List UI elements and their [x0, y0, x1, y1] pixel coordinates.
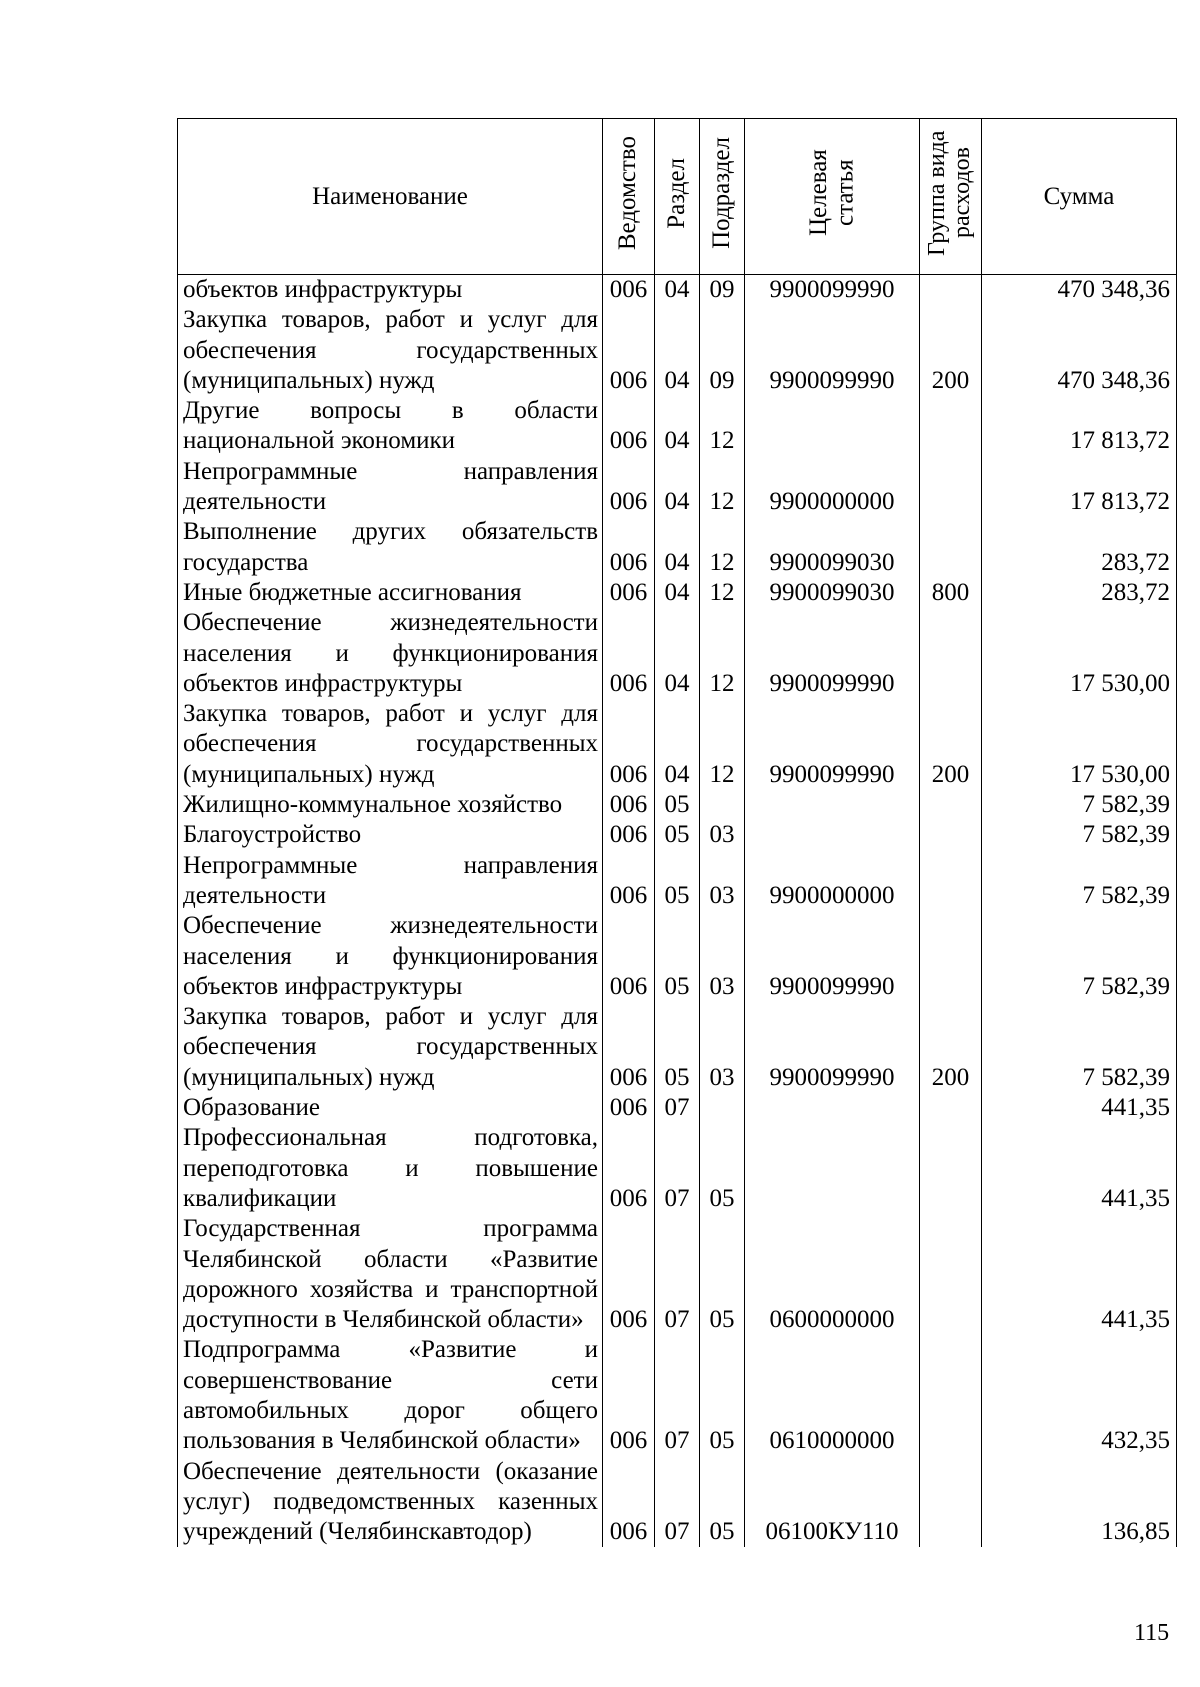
row-summa: 470 348,36: [982, 305, 1177, 396]
table-header: [178, 119, 1177, 275]
row-vedomstvo: 006: [603, 578, 655, 608]
row-razdel: 04: [655, 396, 700, 457]
row-summa: 283,72: [982, 517, 1177, 578]
row-summa: 7 582,39: [982, 851, 1177, 912]
row-summa: 7 582,39: [982, 790, 1177, 820]
row-celevaya: 9900099990: [745, 305, 920, 396]
table-row: [178, 911, 1177, 1002]
table-row: [178, 305, 1177, 396]
row-gruppa: [920, 1123, 982, 1214]
row-name: Подпрограмма «Развитие и совершенствование сети автомобильных дорог общего пользования в Челябинской области»: [178, 1335, 603, 1456]
row-name: Обеспечение деятельности (оказание услуг) подведомственных казенных учреждений (Челябинскавтодор): [178, 1457, 603, 1548]
row-podrazdel: [700, 1093, 745, 1123]
table-row: [178, 275, 1177, 306]
row-summa: 17 530,00: [982, 608, 1177, 699]
row-vedomstvo: 006: [603, 608, 655, 699]
row-celevaya: 9900099990: [745, 275, 920, 306]
row-celevaya: 9900099030: [745, 578, 920, 608]
table-row: [178, 1123, 1177, 1214]
row-razdel: 07: [655, 1093, 700, 1123]
row-summa: 441,35: [982, 1214, 1177, 1335]
table-row: [178, 608, 1177, 699]
row-vedomstvo: 006: [603, 1002, 655, 1093]
table-row: [178, 1457, 1177, 1548]
row-podrazdel: 12: [700, 396, 745, 457]
row-name: Иные бюджетные ассигнования: [178, 578, 603, 608]
row-name: Закупка товаров, работ и услуг для обеспечения государственных (муниципальных) нужд: [178, 699, 603, 790]
row-podrazdel: 03: [700, 820, 745, 850]
row-gruppa: [920, 517, 982, 578]
table-row: [178, 851, 1177, 912]
table-row: [178, 699, 1177, 790]
row-name: Выполнение других обязательств государства: [178, 517, 603, 578]
header-celevaya: Целевая статья: [745, 119, 920, 275]
row-summa: 7 582,39: [982, 820, 1177, 850]
header-summa: Сумма: [982, 119, 1177, 275]
row-name: Непрограммные направления деятельности: [178, 851, 603, 912]
table-row: [178, 820, 1177, 850]
row-podrazdel: 03: [700, 911, 745, 1002]
row-summa: 441,35: [982, 1123, 1177, 1214]
row-name: Обеспечение жизнедеятельности населения и функционирования объектов инфраструктуры: [178, 608, 603, 699]
row-summa: 17 813,72: [982, 396, 1177, 457]
row-gruppa: [920, 1457, 982, 1548]
row-celevaya: 9900000000: [745, 457, 920, 518]
row-summa: 432,35: [982, 1335, 1177, 1456]
row-celevaya: [745, 820, 920, 850]
row-vedomstvo: 006: [603, 305, 655, 396]
table-row: [178, 396, 1177, 457]
row-name: Закупка товаров, работ и услуг для обеспечения государственных (муниципальных) нужд: [178, 305, 603, 396]
header-razdel: Раздел: [655, 119, 700, 275]
row-vedomstvo: 006: [603, 517, 655, 578]
row-podrazdel: 12: [700, 699, 745, 790]
row-celevaya: [745, 1123, 920, 1214]
row-summa: 17 530,00: [982, 699, 1177, 790]
row-gruppa: [920, 608, 982, 699]
row-name: Обеспечение жизнедеятельности населения и функционирования объектов инфраструктуры: [178, 911, 603, 1002]
row-gruppa: 200: [920, 305, 982, 396]
row-name: Государственная программа Челябинской области «Развитие дорожного хозяйства и транспортной доступности в Челябинской области»: [178, 1214, 603, 1335]
row-razdel: 04: [655, 275, 700, 306]
row-name: Жилищно-коммунальное хозяйство: [178, 790, 603, 820]
row-podrazdel: 05: [700, 1457, 745, 1548]
row-vedomstvo: 006: [603, 457, 655, 518]
row-gruppa: [920, 275, 982, 306]
row-razdel: 04: [655, 699, 700, 790]
row-podrazdel: 05: [700, 1335, 745, 1456]
row-podrazdel: 12: [700, 608, 745, 699]
table-row: [178, 790, 1177, 820]
row-gruppa: 200: [920, 1002, 982, 1093]
row-vedomstvo: 006: [603, 275, 655, 306]
row-summa: 283,72: [982, 578, 1177, 608]
table-row: [178, 1093, 1177, 1123]
row-razdel: 07: [655, 1457, 700, 1548]
row-vedomstvo: 006: [603, 911, 655, 1002]
row-podrazdel: 03: [700, 851, 745, 912]
row-name: объектов инфраструктуры: [178, 275, 603, 306]
table-row: [178, 1214, 1177, 1335]
row-gruppa: 200: [920, 699, 982, 790]
row-gruppa: [920, 396, 982, 457]
table-body: [178, 275, 1177, 1548]
row-summa: 441,35: [982, 1093, 1177, 1123]
table-row: [178, 578, 1177, 608]
row-razdel: 05: [655, 790, 700, 820]
header-podrazdel: Подраздел: [700, 119, 745, 275]
row-celevaya: [745, 396, 920, 457]
row-razdel: 05: [655, 911, 700, 1002]
row-podrazdel: 05: [700, 1214, 745, 1335]
row-razdel: 05: [655, 820, 700, 850]
row-razdel: 04: [655, 608, 700, 699]
row-vedomstvo: 006: [603, 1093, 655, 1123]
row-razdel: 04: [655, 305, 700, 396]
row-celevaya: 9900099030: [745, 517, 920, 578]
row-podrazdel: 05: [700, 1123, 745, 1214]
row-celevaya: 9900099990: [745, 699, 920, 790]
row-vedomstvo: 006: [603, 1214, 655, 1335]
row-podrazdel: 12: [700, 517, 745, 578]
row-vedomstvo: 006: [603, 820, 655, 850]
row-gruppa: [920, 790, 982, 820]
row-vedomstvo: 006: [603, 396, 655, 457]
table-row: [178, 517, 1177, 578]
row-name: Профессиональная подготовка, переподготовка и повышение квалификации: [178, 1123, 603, 1214]
row-podrazdel: 03: [700, 1002, 745, 1093]
row-vedomstvo: 006: [603, 699, 655, 790]
budget-table: [177, 118, 1177, 1547]
header-name: Наименование: [178, 119, 603, 275]
row-celevaya: [745, 1093, 920, 1123]
row-name: Образование: [178, 1093, 603, 1123]
row-gruppa: [920, 911, 982, 1002]
page-number: 115: [1134, 1620, 1170, 1646]
row-podrazdel: 12: [700, 578, 745, 608]
row-celevaya: 0610000000: [745, 1335, 920, 1456]
row-podrazdel: 09: [700, 275, 745, 306]
row-gruppa: [920, 1335, 982, 1456]
row-gruppa: 800: [920, 578, 982, 608]
row-gruppa: [920, 457, 982, 518]
row-vedomstvo: 006: [603, 790, 655, 820]
row-name: Непрограммные направления деятельности: [178, 457, 603, 518]
row-summa: 7 582,39: [982, 911, 1177, 1002]
row-razdel: 04: [655, 517, 700, 578]
header-vedomstvo: Ведомство: [603, 119, 655, 275]
row-gruppa: [920, 1214, 982, 1335]
row-celevaya: 9900099990: [745, 1002, 920, 1093]
row-celevaya: 9900099990: [745, 608, 920, 699]
table-row: [178, 1002, 1177, 1093]
row-gruppa: [920, 820, 982, 850]
row-celevaya: [745, 790, 920, 820]
row-razdel: 05: [655, 851, 700, 912]
row-razdel: 07: [655, 1335, 700, 1456]
row-celevaya: 06100КУ110: [745, 1457, 920, 1548]
row-razdel: 07: [655, 1214, 700, 1335]
row-celevaya: 0600000000: [745, 1214, 920, 1335]
table-row: [178, 1335, 1177, 1456]
row-podrazdel: 12: [700, 457, 745, 518]
row-podrazdel: [700, 790, 745, 820]
row-razdel: 07: [655, 1123, 700, 1214]
row-celevaya: 9900000000: [745, 851, 920, 912]
row-vedomstvo: 006: [603, 851, 655, 912]
row-razdel: 05: [655, 1002, 700, 1093]
row-vedomstvo: 006: [603, 1335, 655, 1456]
row-summa: 7 582,39: [982, 1002, 1177, 1093]
row-vedomstvo: 006: [603, 1457, 655, 1548]
row-name: Другие вопросы в области национальной экономики: [178, 396, 603, 457]
row-celevaya: 9900099990: [745, 911, 920, 1002]
row-summa: 470 348,36: [982, 275, 1177, 306]
row-razdel: 04: [655, 457, 700, 518]
row-podrazdel: 09: [700, 305, 745, 396]
row-name: Благоустройство: [178, 820, 603, 850]
table-row: [178, 457, 1177, 518]
row-vedomstvo: 006: [603, 1123, 655, 1214]
row-gruppa: [920, 851, 982, 912]
row-summa: 17 813,72: [982, 457, 1177, 518]
row-razdel: 04: [655, 578, 700, 608]
row-name: Закупка товаров, работ и услуг для обеспечения государственных (муниципальных) нужд: [178, 1002, 603, 1093]
header-gruppa: Группа вида расходов: [920, 119, 982, 275]
row-summa: 136,85: [982, 1457, 1177, 1548]
row-gruppa: [920, 1093, 982, 1123]
